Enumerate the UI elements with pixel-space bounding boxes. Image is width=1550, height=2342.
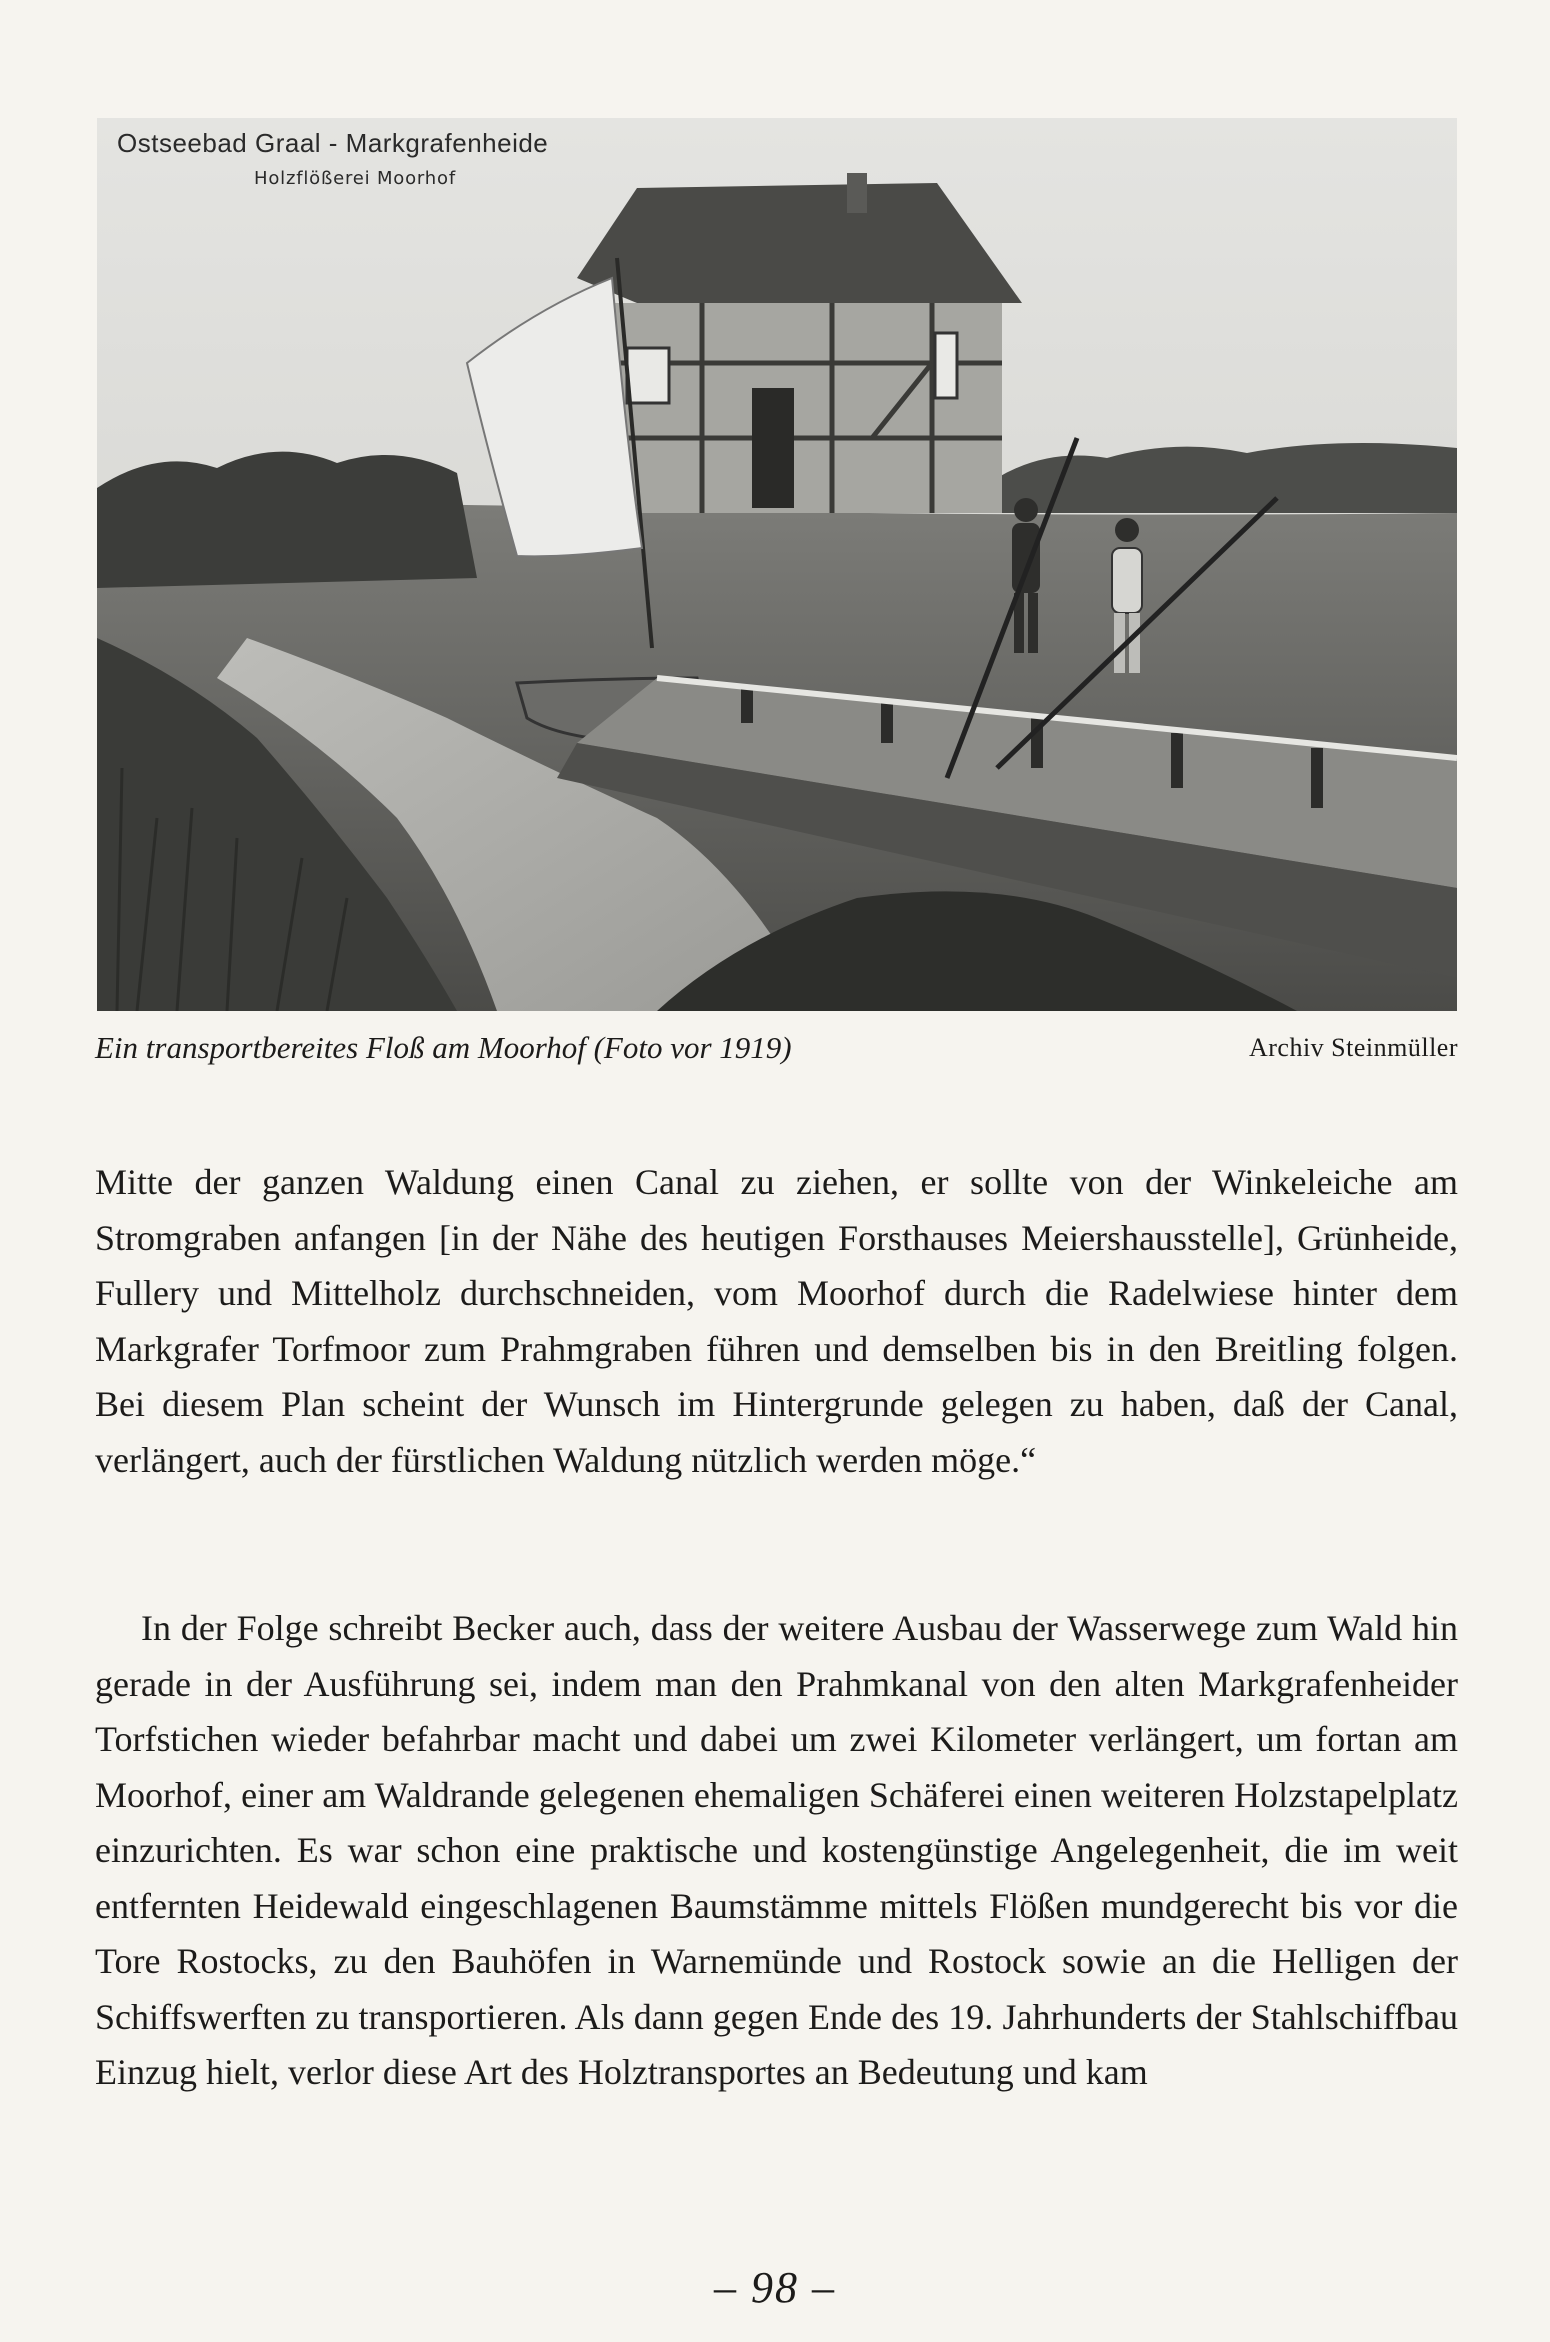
caption-credit: Archiv Steinmüller xyxy=(1248,1033,1458,1062)
photo-postcard-title: Ostseebad Graal - Markgrafenheide xyxy=(117,128,549,158)
page-number: – 98 – xyxy=(714,2263,836,2312)
photo-postcard-subtitle: Holzflößerei Moorhof xyxy=(254,168,456,189)
body-paragraph: Mitte der ganzen Waldung einen Canal zu ziehen, er sollte von der Winkeleiche am Stromgraben anfangen [in der Nähe des heutigen Forsthauses Meiershausstelle], Grünheide, Fullery und Mittelholz durchschneiden, vom Moorhof durch die Radelwiese hinter dem Markgrafer Torfmoor zum Prahmgraben führen und demselben bis in den Breitling folgen. Bei diesem Plan scheint der Wunsch im Hintergrunde gelegen zu haben, daß der Canal, verlängert, auch der fürstlichen Waldung nützlich werden möge.“ xyxy=(95,1162,1458,1480)
caption-text: Ein transportbereites Floß am Moorhof (Foto vor 1919) xyxy=(95,1030,792,1065)
photo-caption xyxy=(95,1030,1458,1074)
photo-illustration xyxy=(97,118,1457,1011)
body-paragraph-text: In der Folge schreibt Becker auch, dass der weitere Ausbau der Wasserwege zum Wald hin gerade in der Ausführung sei, indem man den Prahmkanal von den alten Markgrafenheider Torfstichen wieder befahrbar macht und dabei um zwei Kilometer verlängert, um fortan am Moorhof, einer am Waldrande gelegenen ehemaligen Schäferei einen weiteren Holzstapelplatz einzurichten. Es war schon eine praktische und kostengünstige Angelegenheit, die im weit entfernten Heidewald eingeschlagenen Baumstämme mittels Flößen mundgerecht bis vor die Tore Rostocks, zu den Bauhöfen in Warnemünde und Rostock sowie an die Helligen der Schiffswerften zu transportieren. Als dann gegen Ende des 19. Jahrhunderts der Stahlschiffbau Einzug hielt, verlor diese Art des Holztransportes an Bedeutung und kam xyxy=(95,1608,1458,2092)
historic-photograph xyxy=(97,118,1457,1011)
body-paragraph xyxy=(95,1601,1458,2101)
